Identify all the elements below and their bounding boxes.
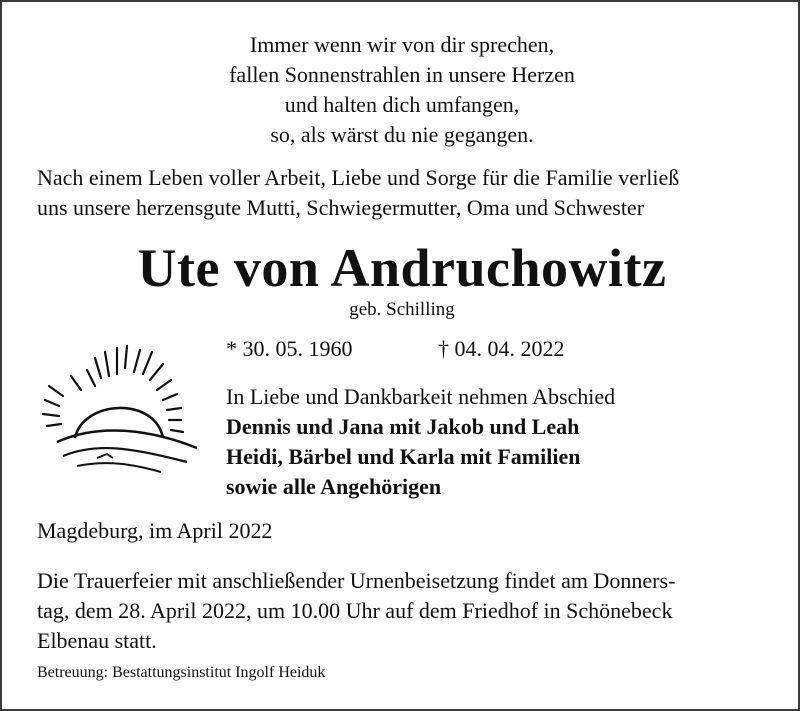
mourner-line: Dennis und Jana mit Jakob und Leah	[226, 414, 580, 439]
sunset-over-hills-icon	[37, 338, 207, 478]
funeral-line: tag, dem 28. April 2022, um 10.00 Uhr auf dem Friedhof in Schönebeck	[37, 598, 673, 623]
memorial-poem	[2, 30, 800, 150]
poem-line: fallen Sonnenstrahlen in unsere Herzen	[229, 62, 575, 87]
funeral-line: Die Trauerfeier mit anschließender Urnenbeisetzung findet am Donners-	[37, 568, 676, 593]
mourners-intro: In Liebe und Dankbarkeit nehmen Abschied	[226, 384, 616, 409]
birth-date: * 30. 05. 1960	[226, 336, 353, 361]
mourner-line: sowie alle Angehörigen	[226, 474, 442, 499]
death-date: † 04. 04. 2022	[438, 336, 565, 361]
deceased-name: Ute von Andruchowitz	[137, 238, 667, 298]
life-dates	[226, 334, 565, 364]
intro-line: uns unsere herzensgute Mutti, Schwiegermutter, Oma und Schwester	[37, 195, 645, 220]
maiden-name: geb. Schilling	[349, 299, 455, 320]
mourners-block	[226, 382, 615, 502]
funeral-line: Elbenau statt.	[37, 628, 157, 653]
poem-line: so, als wärst du nie gegangen.	[270, 122, 534, 147]
funeral-notice	[37, 566, 777, 656]
funeral-home-credit: Betreuung: Bestattungsinstitut Ingolf Heiduk	[37, 664, 326, 681]
poem-line: Immer wenn wir von dir sprechen,	[249, 32, 555, 57]
poem-line: und halten dich umfangen,	[284, 92, 520, 117]
intro-text	[37, 163, 777, 223]
intro-line: Nach einem Leben voller Arbeit, Liebe und Sorge für die Familie verließ	[37, 165, 680, 190]
place-and-date: Magdeburg, im April 2022	[37, 518, 273, 543]
mourner-line: Heidi, Bärbel und Karla mit Familien	[226, 444, 581, 469]
